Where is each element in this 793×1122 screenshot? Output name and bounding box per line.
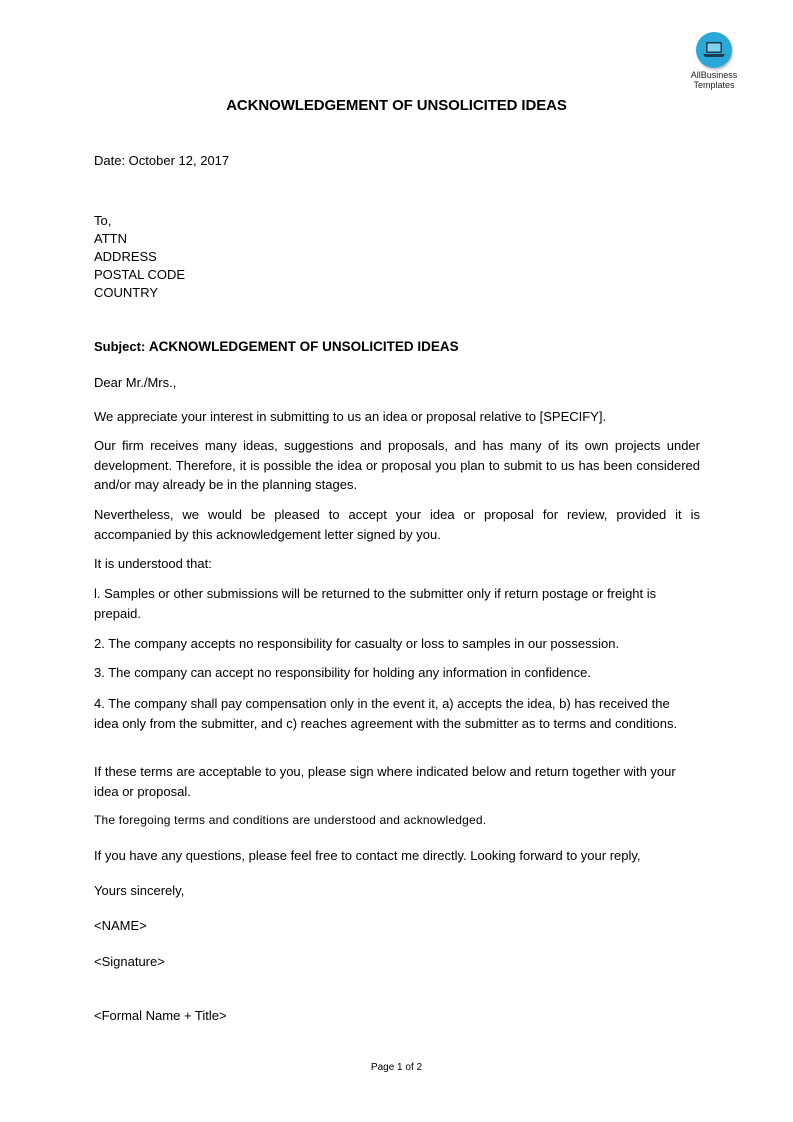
salutation: Dear Mr./Mrs.,	[94, 375, 177, 390]
logo-text-line2: Templates	[693, 80, 735, 90]
paragraph-acknowledged: The foregoing terms and conditions are understood and acknowledged.	[94, 813, 487, 827]
paragraph-terms: If these terms are acceptable to you, please sign where indicated below and return together with your idea or proposal.	[94, 764, 676, 799]
document-title: ACKNOWLEDGEMENT OF UNSOLICITED IDEAS	[226, 97, 567, 114]
subject-line	[94, 338, 459, 356]
list-item-3: 3. The company can accept no responsibility for holding any information in confidence.	[94, 665, 591, 680]
address-to: To,	[94, 213, 112, 228]
laptop-icon	[696, 32, 732, 68]
paragraph-firm: Our firm receives many ideas, suggestions and proposals, and has many of its own projects under development. Therefore, it is possible the idea or proposal you plan to submit to us has been considered and/or may already be in the planning stages.	[94, 438, 700, 492]
list-item-1: l. Samples or other submissions will be returned to the submitter only if return postage or freight is prepaid.	[94, 586, 657, 621]
list-item-4: 4. The company shall pay compensation only in the event it, a) accepts the idea, b) has received the idea only from the submitter, and c) reaches agreement with the submitter as to terms and conditions.	[94, 696, 678, 731]
closing-formal-name: <Formal Name + Title>	[94, 1008, 227, 1023]
list-item-2: 2. The company accepts no responsibility for casualty or loss to samples in our possession.	[94, 636, 620, 651]
paragraph-interest: We appreciate your interest in submitting to us an idea or proposal relative to [SPECIFY].	[94, 409, 607, 424]
page-number: Page 1 of 2	[370, 1062, 423, 1073]
paragraph-understood: It is understood that:	[94, 556, 212, 571]
brand-logo	[681, 32, 747, 90]
address-country: COUNTRY	[94, 285, 159, 300]
logo-text-line1: AllBusiness	[690, 70, 738, 80]
address-attn: ATTN	[94, 231, 127, 246]
paragraph-nevertheless: Nevertheless, we would be pleased to accept your idea or proposal for review, provided it is accompanied by this acknowledgement letter signed by you.	[94, 507, 700, 542]
closing-name: <NAME>	[94, 918, 147, 933]
subject-value: ACKNOWLEDGEMENT OF UNSOLICITED IDEAS	[148, 339, 459, 354]
paragraph-questions: If you have any questions, please feel free to contact me directly. Looking forward to your reply,	[94, 848, 641, 863]
address-postal: POSTAL CODE	[94, 267, 186, 282]
address-street: ADDRESS	[94, 249, 157, 264]
subject-label: Subject:	[94, 339, 146, 354]
closing-signature: <Signature>	[94, 954, 165, 969]
date-line: Date: October 12, 2017	[94, 153, 230, 168]
closing-sincerely: Yours sincerely,	[94, 883, 185, 898]
